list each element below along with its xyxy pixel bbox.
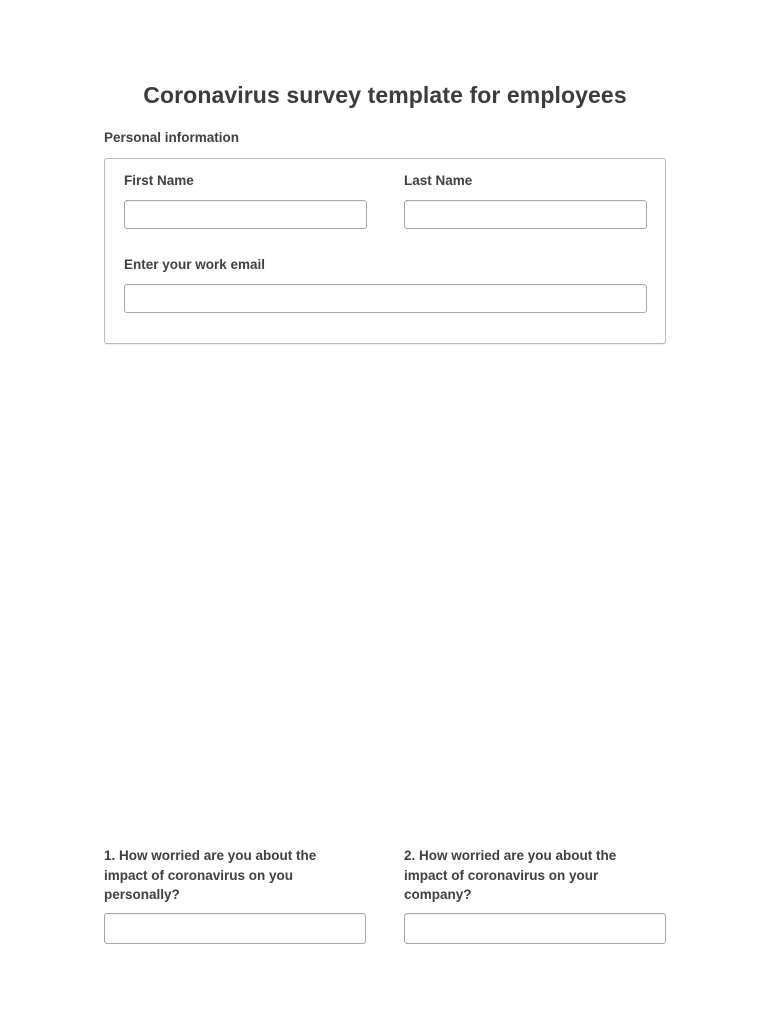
first-name-field[interactable] xyxy=(124,200,367,229)
question-2-answer-field[interactable] xyxy=(404,913,666,944)
question-1-answer-field[interactable] xyxy=(104,913,366,944)
page-title: Coronavirus survey template for employees xyxy=(143,82,627,108)
first-name-label: First Name xyxy=(124,173,194,188)
email-label: Enter your work email xyxy=(124,257,266,272)
question-2-label: 2. How worried are you about the impact of coronavirus on your company? xyxy=(404,848,617,902)
question-1-label: 1. How worried are you about the impact of coronavirus on you personally? xyxy=(104,848,317,902)
personal-information-panel xyxy=(104,158,666,344)
section-label-personal-information: Personal information xyxy=(104,130,240,145)
last-name-field[interactable] xyxy=(404,200,647,229)
last-name-label: Last Name xyxy=(404,173,473,188)
email-field[interactable] xyxy=(124,284,647,313)
